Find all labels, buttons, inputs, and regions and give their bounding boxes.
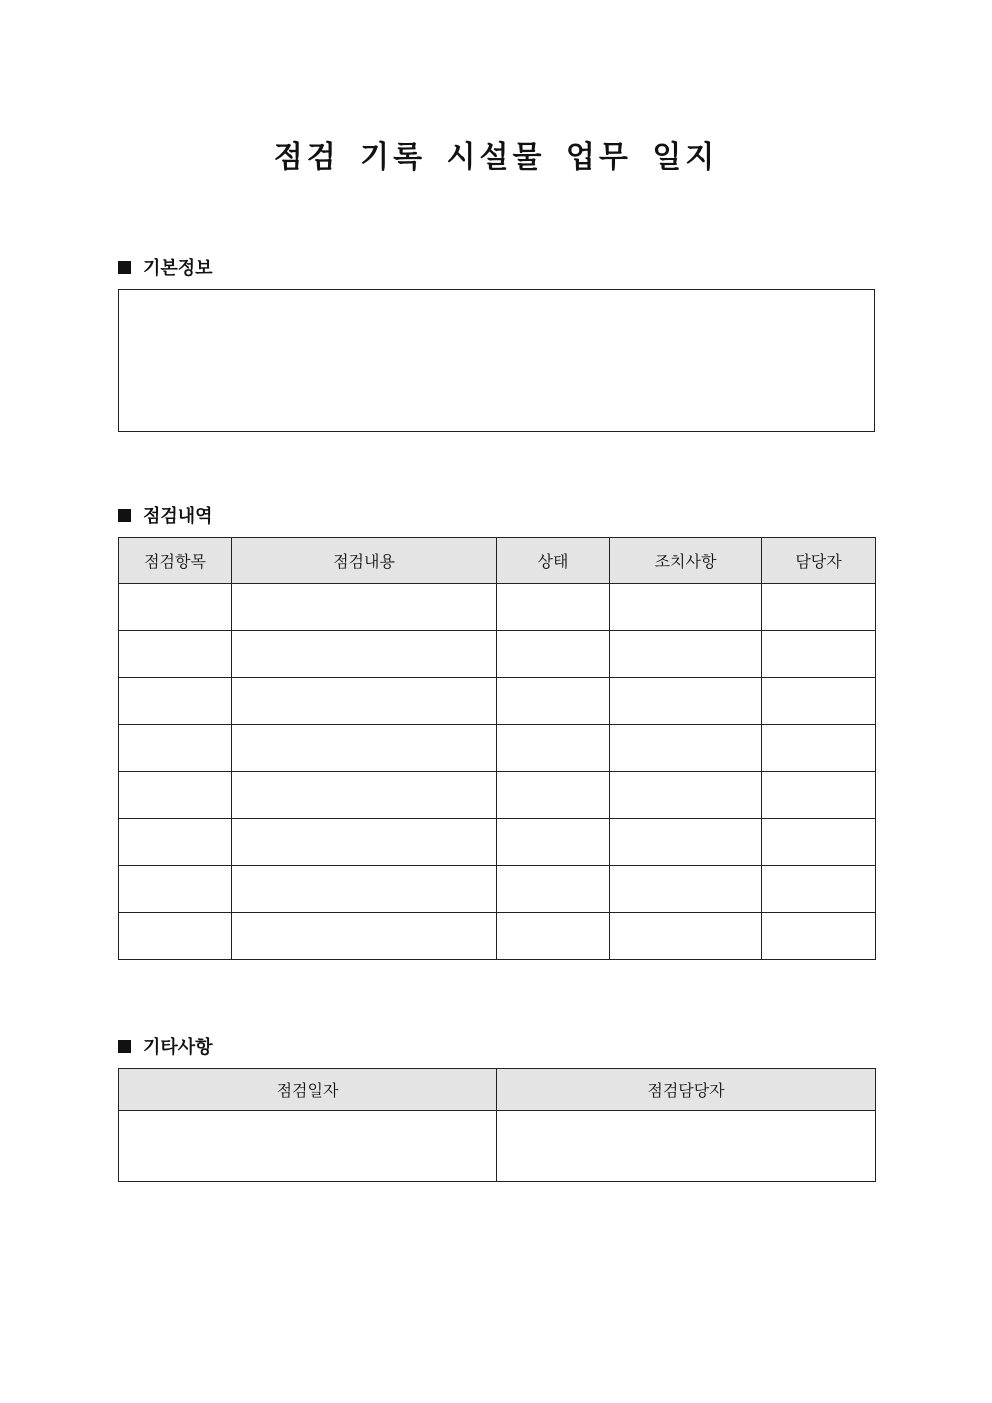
table-cell[interactable] xyxy=(119,913,232,960)
column-header-action: 조치사항 xyxy=(610,538,762,584)
inspection-header-row xyxy=(119,538,876,584)
table-cell[interactable] xyxy=(497,819,610,866)
table-cell[interactable] xyxy=(497,772,610,819)
table-cell[interactable] xyxy=(610,584,762,631)
table-cell[interactable] xyxy=(762,819,876,866)
table-cell[interactable] xyxy=(119,678,232,725)
table-cell[interactable] xyxy=(762,772,876,819)
table-row xyxy=(119,819,876,866)
section-heading-label: 기본정보 xyxy=(143,258,213,279)
table-cell[interactable] xyxy=(232,584,497,631)
column-header-item: 점검항목 xyxy=(119,538,232,584)
table-cell[interactable] xyxy=(232,866,497,913)
table-row xyxy=(119,1111,876,1182)
basic-info-box[interactable] xyxy=(118,289,875,432)
table-cell[interactable] xyxy=(119,631,232,678)
table-cell[interactable] xyxy=(232,772,497,819)
square-bullet-icon xyxy=(118,261,131,274)
section-heading-other xyxy=(118,1033,213,1059)
column-header-content: 점검내용 xyxy=(232,538,497,584)
table-cell[interactable] xyxy=(119,819,232,866)
inspection-table xyxy=(118,537,876,960)
table-cell[interactable] xyxy=(119,772,232,819)
column-header-manager: 담당자 xyxy=(762,538,876,584)
table-row xyxy=(119,866,876,913)
table-row xyxy=(119,725,876,772)
document-title: 점검 기록 시설물 업무 일지 xyxy=(273,140,719,175)
table-cell[interactable] xyxy=(610,678,762,725)
table-cell[interactable] xyxy=(610,772,762,819)
table-cell[interactable] xyxy=(497,725,610,772)
table-row xyxy=(119,913,876,960)
table-cell[interactable] xyxy=(762,866,876,913)
table-cell[interactable] xyxy=(232,631,497,678)
square-bullet-icon xyxy=(118,1040,131,1053)
table-cell[interactable] xyxy=(497,866,610,913)
table-cell[interactable] xyxy=(610,913,762,960)
section-heading-basic-info xyxy=(118,254,213,280)
table-cell[interactable] xyxy=(762,631,876,678)
table-cell[interactable] xyxy=(610,631,762,678)
table-cell[interactable] xyxy=(119,725,232,772)
other-header-row xyxy=(119,1069,876,1111)
inspection-manager-cell[interactable] xyxy=(497,1111,876,1182)
table-cell[interactable] xyxy=(497,913,610,960)
table-cell[interactable] xyxy=(610,725,762,772)
table-cell[interactable] xyxy=(610,866,762,913)
column-header-inspection-date: 점검일자 xyxy=(119,1069,497,1111)
table-cell[interactable] xyxy=(762,584,876,631)
table-cell[interactable] xyxy=(497,584,610,631)
section-heading-label: 기타사항 xyxy=(143,1037,213,1058)
table-cell[interactable] xyxy=(119,584,232,631)
table-cell[interactable] xyxy=(119,866,232,913)
column-header-inspection-manager: 점검담당자 xyxy=(497,1069,876,1111)
table-row xyxy=(119,772,876,819)
table-cell[interactable] xyxy=(762,678,876,725)
column-header-status: 상태 xyxy=(497,538,610,584)
table-cell[interactable] xyxy=(610,819,762,866)
table-row xyxy=(119,678,876,725)
table-cell[interactable] xyxy=(232,725,497,772)
table-row xyxy=(119,631,876,678)
table-cell[interactable] xyxy=(232,819,497,866)
section-heading-label: 점검내역 xyxy=(143,506,213,527)
table-row xyxy=(119,584,876,631)
section-heading-inspection xyxy=(118,502,213,528)
square-bullet-icon xyxy=(118,509,131,522)
other-table xyxy=(118,1068,876,1182)
table-cell[interactable] xyxy=(497,631,610,678)
table-cell[interactable] xyxy=(762,913,876,960)
inspection-date-cell[interactable] xyxy=(119,1111,497,1182)
table-cell[interactable] xyxy=(497,678,610,725)
table-cell[interactable] xyxy=(232,678,497,725)
table-cell[interactable] xyxy=(232,913,497,960)
table-cell[interactable] xyxy=(762,725,876,772)
